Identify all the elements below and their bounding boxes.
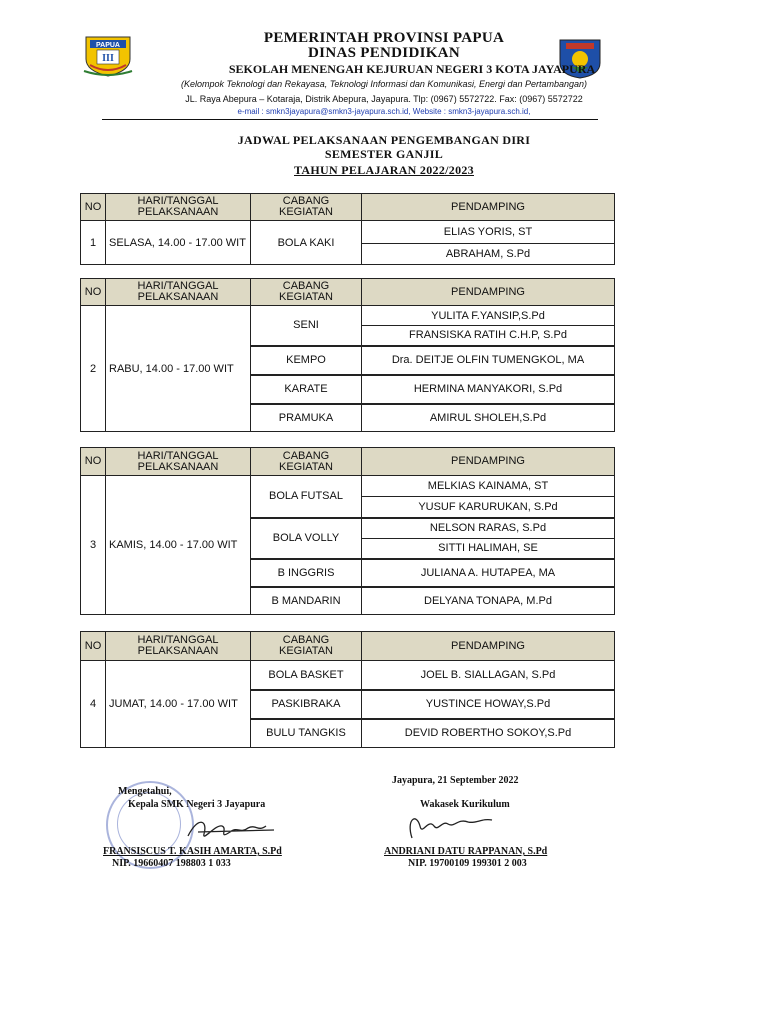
mentor-name: JULIANA A. HUTAPEA, MA [362,559,615,587]
left-nip: NIP. 19660407 198803 1 033 [112,858,231,869]
activity-name: B MANDARIN [251,587,362,615]
activity-name: KEMPO [251,346,362,375]
left-role: Kepala SMK Negeri 3 Jayapura [128,799,266,810]
activity-name: BOLA BASKET [251,661,362,690]
mentor-name: AMIRUL SHOLEH,S.Pd [362,404,615,432]
letterhead-divider [102,119,598,120]
activity-name: BOLA VOLLY [251,518,362,559]
schedule-table-1 [80,193,615,265]
header-no: NO [81,448,106,476]
left-signature-icon [178,812,288,846]
row-day: SELASA, 14.00 - 17.00 WIT [106,221,251,265]
header-branch: CABANG KEGIATAN [251,194,362,221]
right-signature-icon [398,808,508,848]
activity-name: KARATE [251,375,362,404]
school-group: (Kelompok Teknologi dan Rekayasa, Teknologi Informasi dan Komunikasi, Energi dan Pertambangan) [180,79,588,89]
mentor-name: JOEL B. SIALLAGAN, S.Pd [362,661,615,690]
doc-semester: SEMESTER GANJIL [324,147,444,161]
doc-title: JADWAL PELAKSANAAN PENGEMBANGAN DIRI [237,133,531,147]
header-branch: CABANG KEGIATAN [251,279,362,306]
schedule-table-3 [80,447,615,615]
header-day: HARI/TANGGAL PELAKSANAAN [106,194,251,221]
header-no: NO [81,632,106,661]
mentor-name: MELKIAS KAINAMA, ST [362,476,615,497]
mentor-name: NELSON RARAS, S.Pd [362,518,615,539]
svg-text:III: III [102,53,114,64]
activity-name: BOLA KAKI [251,221,362,265]
activity-name: B INGGRIS [251,559,362,587]
department-name: DINAS PENDIDIKAN [308,45,460,61]
row-day: RABU, 14.00 - 17.00 WIT [106,306,251,432]
header-mentor: PENDAMPING [362,194,615,221]
mentor-name: ELIAS YORIS, ST [362,221,615,244]
mentor-name: YUSUF KARURUKAN, S.Pd [362,497,615,518]
header-day: HARI/TANGGAL PELAKSANAAN [106,448,251,476]
doc-year: TAHUN PELAJARAN 2022/2023 [294,163,474,177]
school-contact: e-mail : smkn3jayapura@smkn3-jayapura.sch.id, Website : smkn3-jayapura.sch.id, [237,107,531,116]
right-place-date: Jayapura, 21 September 2022 [392,775,519,786]
right-role: Wakasek Kurikulum [420,799,510,810]
header-branch: CABANG KEGIATAN [251,448,362,476]
row-day: JUMAT, 14.00 - 17.00 WIT [106,661,251,748]
mentor-name: Dra. DEITJE OLFIN TUMENGKOL, MA [362,346,615,375]
mentor-name: YULITA F.YANSIP,S.Pd [362,306,615,326]
row-day: KAMIS, 14.00 - 17.00 WIT [106,476,251,615]
school-address: JL. Raya Abepura – Kotaraja, Distrik Abepura, Jayapura. Tlp: (0967) 5572722. Fax: (0967) 5572722 [185,94,583,104]
header-no: NO [81,279,106,306]
row-no: 3 [81,476,106,615]
svg-text:PAPUA: PAPUA [96,42,120,49]
schedule-table-2 [80,278,615,432]
header-branch: CABANG KEGIATAN [251,632,362,661]
row-no: 2 [81,306,106,432]
header-day: HARI/TANGGAL PELAKSANAAN [106,279,251,306]
mentor-name: YUSTINCE HOWAY,S.Pd [362,690,615,719]
right-nip: NIP. 19700109 199301 2 003 [408,858,527,869]
row-no: 4 [81,661,106,748]
mentor-name: DELYANA TONAPA, M.Pd [362,587,615,615]
schedule-table-4 [80,631,615,748]
row-no: 1 [81,221,106,265]
header-day: HARI/TANGGAL PELAKSANAAN [106,632,251,661]
mentor-name: SITTI HALIMAH, SE [362,539,615,559]
activity-name: PASKIBRAKA [251,690,362,719]
school-name: SEKOLAH MENENGAH KEJURUAN NEGERI 3 KOTA JAYAPURA [228,62,596,76]
mentor-name: FRANSISKA RATIH C.H.P, S.Pd [362,326,615,346]
left-name: FRANSISCUS T. KASIH AMARTA, S.Pd [103,846,282,857]
right-name: ANDRIANI DATU RAPPANAN, S.Pd [384,846,548,857]
header-mentor: PENDAMPING [362,279,615,306]
activity-name: BULU TANGKIS [251,719,362,748]
header-mentor: PENDAMPING [362,448,615,476]
government-name: PEMERINTAH PROVINSI PAPUA [263,30,505,46]
mentor-name: ABRAHAM, S.Pd [362,244,615,265]
activity-name: SENI [251,306,362,346]
activity-name: BOLA FUTSAL [251,476,362,518]
mentor-name: HERMINA MANYAKORI, S.Pd [362,375,615,404]
header-mentor: PENDAMPING [362,632,615,661]
mentor-name: DEVID ROBERTHO SOKOY,S.Pd [362,719,615,748]
header-no: NO [81,194,106,221]
activity-name: PRAMUKA [251,404,362,432]
left-greeting: Mengetahui, [118,786,172,797]
